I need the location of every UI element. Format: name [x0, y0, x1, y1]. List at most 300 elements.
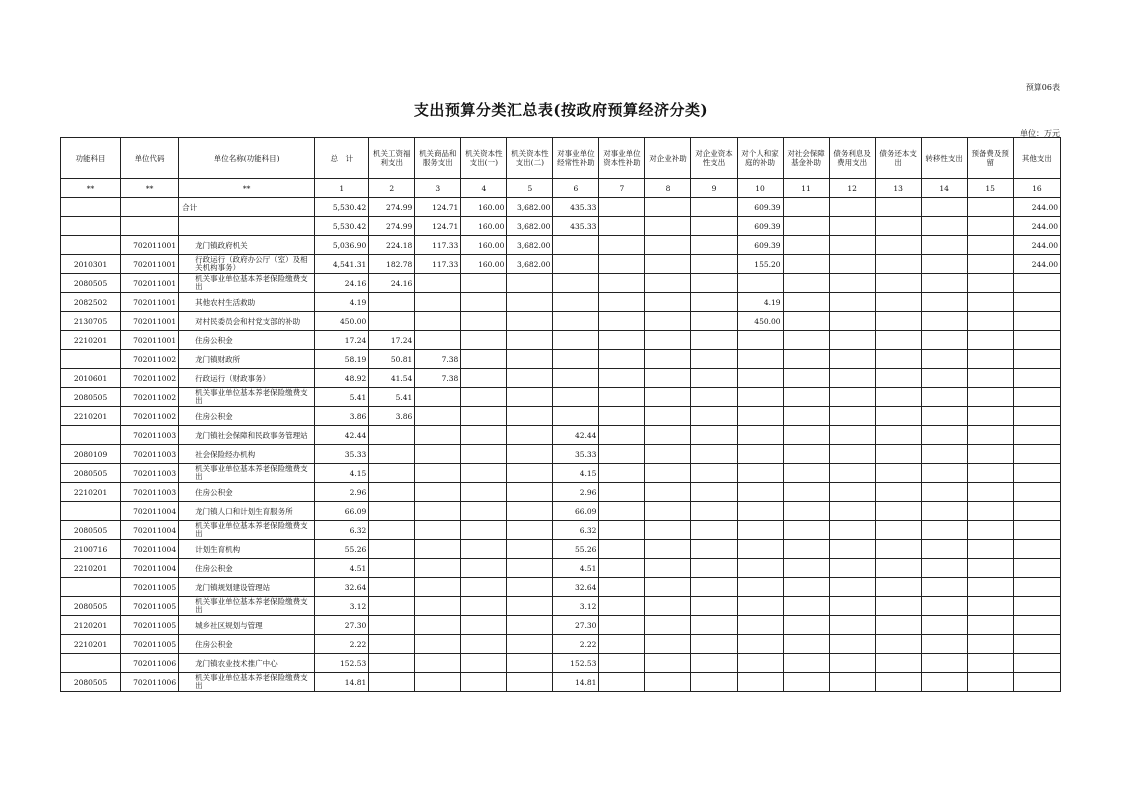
table-row [61, 426, 1061, 445]
amount-cell [691, 635, 737, 654]
unit-code-cell: 702011003 [121, 426, 179, 445]
amount-cell [461, 673, 507, 692]
amount-cell [875, 578, 921, 597]
amount-cell [921, 483, 967, 502]
column-header: 机关工资福利支出 [369, 138, 415, 179]
amount-cell [599, 388, 645, 407]
amount-cell [507, 312, 553, 331]
unit-name-cell: 住房公积金 [179, 331, 315, 350]
amount-cell [1013, 426, 1060, 445]
amount-cell: 435.33 [553, 198, 599, 217]
amount-cell [783, 521, 829, 540]
table-row [61, 616, 1061, 635]
table-row [61, 445, 1061, 464]
amount-cell [783, 217, 829, 236]
function-code-cell [61, 578, 121, 597]
table-row [61, 597, 1061, 616]
amount-cell [599, 502, 645, 521]
amount-cell [921, 464, 967, 483]
unit-code-cell: 702011002 [121, 369, 179, 388]
amount-cell [691, 198, 737, 217]
amount-cell [783, 407, 829, 426]
amount-cell [829, 331, 875, 350]
unit-code-cell: 702011004 [121, 540, 179, 559]
amount-cell: 182.78 [369, 255, 415, 274]
amount-cell [875, 654, 921, 673]
amount-cell [415, 597, 461, 616]
amount-cell [645, 293, 691, 312]
table-row [61, 198, 1061, 217]
function-code-cell [61, 426, 121, 445]
amount-cell [507, 521, 553, 540]
amount-cell [599, 255, 645, 274]
amount-cell [921, 578, 967, 597]
amount-cell [921, 350, 967, 369]
amount-cell [415, 293, 461, 312]
amount-cell [875, 597, 921, 616]
amount-cell: 4,541.31 [315, 255, 369, 274]
amount-cell: 4.15 [553, 464, 599, 483]
unit-name-cell: 机关事业单位基本养老保险缴费支出 [179, 388, 315, 407]
column-header: 债务利息及费用支出 [829, 138, 875, 179]
amount-cell [1013, 502, 1060, 521]
amount-cell [507, 407, 553, 426]
amount-cell [875, 635, 921, 654]
amount-cell [921, 236, 967, 255]
amount-cell: 117.33 [415, 236, 461, 255]
index-row [61, 179, 1061, 198]
column-header: 对企业资本性支出 [691, 138, 737, 179]
amount-cell [461, 540, 507, 559]
amount-cell [691, 445, 737, 464]
unit-code-cell: 702011001 [121, 255, 179, 274]
amount-cell [737, 578, 783, 597]
amount-cell [599, 217, 645, 236]
column-header: 对事业单位经常性补助 [553, 138, 599, 179]
amount-cell [369, 673, 415, 692]
amount-cell [507, 464, 553, 483]
amount-cell: 4.51 [315, 559, 369, 578]
amount-cell [507, 540, 553, 559]
amount-cell [369, 426, 415, 445]
amount-cell [967, 217, 1013, 236]
amount-cell [829, 426, 875, 445]
amount-cell: 3.12 [553, 597, 599, 616]
budget-table [60, 137, 1061, 692]
table-row [61, 369, 1061, 388]
amount-cell [415, 426, 461, 445]
amount-cell: 155.20 [737, 255, 783, 274]
amount-cell [461, 635, 507, 654]
amount-cell [691, 559, 737, 578]
amount-cell [691, 654, 737, 673]
column-header: 机关资本性支出(一) [461, 138, 507, 179]
column-index: ** [179, 179, 315, 198]
amount-cell: 160.00 [461, 255, 507, 274]
amount-cell: 2.22 [315, 635, 369, 654]
amount-cell [921, 616, 967, 635]
amount-cell [599, 369, 645, 388]
amount-cell [875, 255, 921, 274]
amount-cell [645, 483, 691, 502]
column-index: 14 [921, 179, 967, 198]
amount-cell: 244.00 [1013, 255, 1060, 274]
amount-cell: 14.81 [315, 673, 369, 692]
amount-cell [967, 388, 1013, 407]
amount-cell [599, 350, 645, 369]
amount-cell [967, 369, 1013, 388]
amount-cell: 14.81 [553, 673, 599, 692]
unit-code-cell: 702011004 [121, 559, 179, 578]
amount-cell [737, 388, 783, 407]
amount-cell [599, 293, 645, 312]
amount-cell [967, 350, 1013, 369]
amount-cell [369, 483, 415, 502]
amount-cell [461, 388, 507, 407]
amount-cell: 160.00 [461, 198, 507, 217]
amount-cell [783, 559, 829, 578]
amount-cell: 32.64 [553, 578, 599, 597]
unit-name-cell: 龙门镇财政所 [179, 350, 315, 369]
column-header: 机关商品和服务支出 [415, 138, 461, 179]
column-index: 6 [553, 179, 599, 198]
amount-cell [921, 293, 967, 312]
column-header: 其他支出 [1013, 138, 1060, 179]
amount-cell [415, 388, 461, 407]
amount-cell [369, 540, 415, 559]
column-index: 7 [599, 179, 645, 198]
amount-cell [415, 578, 461, 597]
amount-cell [461, 616, 507, 635]
unit-code-cell: 702011002 [121, 407, 179, 426]
amount-cell [415, 654, 461, 673]
amount-cell [737, 331, 783, 350]
amount-cell [1013, 407, 1060, 426]
amount-cell [645, 654, 691, 673]
function-code-cell: 2210201 [61, 407, 121, 426]
amount-cell [461, 312, 507, 331]
unit-code-cell: 702011001 [121, 236, 179, 255]
amount-cell [921, 502, 967, 521]
amount-cell [829, 293, 875, 312]
amount-cell [783, 635, 829, 654]
amount-cell [461, 350, 507, 369]
function-code-cell [61, 502, 121, 521]
amount-cell [829, 464, 875, 483]
amount-cell [875, 274, 921, 293]
amount-cell [783, 369, 829, 388]
amount-cell [415, 312, 461, 331]
amount-cell [737, 654, 783, 673]
amount-cell [829, 521, 875, 540]
unit-name-cell: 住房公积金 [179, 635, 315, 654]
amount-cell [967, 540, 1013, 559]
column-header: 机关资本性支出(二) [507, 138, 553, 179]
form-number: 预算06表 [1025, 83, 1060, 92]
amount-cell [507, 616, 553, 635]
column-index: 16 [1013, 179, 1060, 198]
amount-cell [691, 217, 737, 236]
amount-cell [875, 502, 921, 521]
unit-code-cell: 702011006 [121, 673, 179, 692]
amount-cell [783, 293, 829, 312]
amount-cell [921, 445, 967, 464]
function-code-cell: 2010301 [61, 255, 121, 274]
column-header: 单位名称(功能科目) [179, 138, 315, 179]
function-code-cell: 2210201 [61, 331, 121, 350]
amount-cell [507, 331, 553, 350]
amount-cell [967, 654, 1013, 673]
amount-cell [553, 388, 599, 407]
amount-cell [599, 426, 645, 445]
amount-cell: 609.39 [737, 217, 783, 236]
amount-cell [1013, 350, 1060, 369]
amount-cell [875, 540, 921, 559]
amount-cell: 7.38 [415, 350, 461, 369]
amount-cell [691, 236, 737, 255]
unit-name-cell: 对村民委员会和村党支部的补助 [179, 312, 315, 331]
column-index: 15 [967, 179, 1013, 198]
column-index: 5 [507, 179, 553, 198]
amount-cell [967, 407, 1013, 426]
amount-cell [829, 217, 875, 236]
amount-cell [645, 426, 691, 445]
unit-name-cell: 机关事业单位基本养老保险缴费支出 [179, 464, 315, 483]
unit-code-cell: 702011005 [121, 635, 179, 654]
amount-cell [783, 236, 829, 255]
amount-cell [507, 673, 553, 692]
table-row [61, 540, 1061, 559]
amount-cell [875, 312, 921, 331]
amount-cell [737, 559, 783, 578]
amount-cell [645, 616, 691, 635]
amount-cell [507, 654, 553, 673]
amount-cell [783, 350, 829, 369]
amount-cell [369, 312, 415, 331]
amount-cell: 450.00 [737, 312, 783, 331]
unit-name-cell: 机关事业单位基本养老保险缴费支出 [179, 521, 315, 540]
column-header: 预备费及预留 [967, 138, 1013, 179]
amount-cell [737, 673, 783, 692]
amount-cell [1013, 293, 1060, 312]
amount-cell [783, 654, 829, 673]
amount-cell [967, 445, 1013, 464]
function-code-cell: 2210201 [61, 635, 121, 654]
amount-cell [921, 198, 967, 217]
amount-cell [829, 635, 875, 654]
amount-cell [645, 369, 691, 388]
amount-cell [461, 483, 507, 502]
table-row [61, 217, 1061, 236]
amount-cell [967, 274, 1013, 293]
amount-cell [875, 388, 921, 407]
unit-name-cell: 住房公积金 [179, 559, 315, 578]
column-header: 转移性支出 [921, 138, 967, 179]
amount-cell: 274.99 [369, 217, 415, 236]
amount-cell [967, 198, 1013, 217]
amount-cell [783, 464, 829, 483]
amount-cell [691, 350, 737, 369]
amount-cell: 117.33 [415, 255, 461, 274]
amount-cell [1013, 388, 1060, 407]
amount-cell: 5,530.42 [315, 198, 369, 217]
unit-code-cell: 702011002 [121, 388, 179, 407]
amount-cell [829, 198, 875, 217]
amount-cell [507, 483, 553, 502]
amount-cell: 27.30 [553, 616, 599, 635]
unit-code-cell: 702011003 [121, 464, 179, 483]
amount-cell [599, 616, 645, 635]
function-code-cell: 2082502 [61, 293, 121, 312]
column-header: 对事业单位资本性补助 [599, 138, 645, 179]
function-code-cell: 2080505 [61, 274, 121, 293]
amount-cell [599, 236, 645, 255]
amount-cell [875, 369, 921, 388]
amount-cell: 2.22 [553, 635, 599, 654]
amount-cell [783, 445, 829, 464]
table-row [61, 350, 1061, 369]
amount-cell [921, 597, 967, 616]
amount-cell [737, 426, 783, 445]
unit-name-cell: 龙门镇规划建设管理站 [179, 578, 315, 597]
amount-cell [829, 502, 875, 521]
column-index: 3 [415, 179, 461, 198]
amount-cell [645, 407, 691, 426]
amount-cell [369, 654, 415, 673]
amount-cell: 6.32 [315, 521, 369, 540]
amount-cell [461, 426, 507, 445]
amount-cell [783, 255, 829, 274]
amount-cell [507, 578, 553, 597]
amount-cell [829, 597, 875, 616]
amount-cell: 42.44 [553, 426, 599, 445]
amount-cell: 4.19 [315, 293, 369, 312]
amount-cell: 58.19 [315, 350, 369, 369]
unit-code-cell: 702011001 [121, 312, 179, 331]
amount-cell [1013, 616, 1060, 635]
amount-cell [1013, 654, 1060, 673]
amount-cell [1013, 521, 1060, 540]
column-index: 11 [783, 179, 829, 198]
amount-cell [737, 540, 783, 559]
amount-cell [645, 559, 691, 578]
amount-cell [829, 407, 875, 426]
function-code-cell: 2080505 [61, 464, 121, 483]
amount-cell: 6.32 [553, 521, 599, 540]
amount-cell [645, 350, 691, 369]
amount-cell [645, 198, 691, 217]
amount-cell [461, 464, 507, 483]
amount-cell [691, 312, 737, 331]
amount-cell: 124.71 [415, 198, 461, 217]
amount-cell [461, 445, 507, 464]
amount-cell [599, 540, 645, 559]
unit-name-cell: 机关事业单位基本养老保险缴费支出 [179, 274, 315, 293]
amount-cell [921, 274, 967, 293]
amount-cell: 17.24 [315, 331, 369, 350]
amount-cell [1013, 312, 1060, 331]
amount-cell [369, 635, 415, 654]
amount-cell [875, 673, 921, 692]
amount-cell [875, 483, 921, 502]
amount-cell [921, 521, 967, 540]
amount-cell [967, 255, 1013, 274]
unit-name-cell: 城乡社区规划与管理 [179, 616, 315, 635]
amount-cell [737, 350, 783, 369]
amount-cell [875, 350, 921, 369]
amount-cell: 48.92 [315, 369, 369, 388]
amount-cell: 66.09 [315, 502, 369, 521]
amount-cell [829, 483, 875, 502]
amount-cell [875, 217, 921, 236]
amount-cell [599, 559, 645, 578]
function-code-cell: 2130705 [61, 312, 121, 331]
function-code-cell [61, 350, 121, 369]
amount-cell: 5.41 [369, 388, 415, 407]
amount-cell [645, 236, 691, 255]
amount-cell [783, 616, 829, 635]
amount-cell [921, 540, 967, 559]
unit-code-cell: 702011001 [121, 331, 179, 350]
amount-cell: 450.00 [315, 312, 369, 331]
amount-cell [829, 236, 875, 255]
amount-cell [967, 597, 1013, 616]
amount-cell [875, 464, 921, 483]
unit-code-cell: 702011001 [121, 274, 179, 293]
amount-cell [645, 635, 691, 654]
amount-cell: 152.53 [315, 654, 369, 673]
amount-cell: 66.09 [553, 502, 599, 521]
unit-code-cell: 702011006 [121, 654, 179, 673]
function-code-cell: 2210201 [61, 483, 121, 502]
column-header: 债务还本支出 [875, 138, 921, 179]
function-code-cell [61, 217, 121, 236]
column-index: 13 [875, 179, 921, 198]
amount-cell [921, 559, 967, 578]
amount-cell [1013, 331, 1060, 350]
header-row [61, 138, 1061, 179]
amount-cell [645, 255, 691, 274]
unit-code-cell: 702011004 [121, 502, 179, 521]
column-index: 9 [691, 179, 737, 198]
function-code-cell: 2210201 [61, 559, 121, 578]
amount-cell: 3.86 [369, 407, 415, 426]
amount-cell [369, 502, 415, 521]
amount-cell: 2.96 [315, 483, 369, 502]
function-code-cell: 2080109 [61, 445, 121, 464]
amount-cell [461, 578, 507, 597]
amount-cell [645, 274, 691, 293]
amount-cell [599, 407, 645, 426]
amount-cell [415, 483, 461, 502]
amount-cell [829, 654, 875, 673]
column-header: 对个人和家庭的补助 [737, 138, 783, 179]
amount-cell [921, 407, 967, 426]
amount-cell [829, 388, 875, 407]
amount-cell [369, 597, 415, 616]
amount-cell: 3.86 [315, 407, 369, 426]
amount-cell [829, 673, 875, 692]
amount-cell [415, 445, 461, 464]
column-header: 功能科目 [61, 138, 121, 179]
amount-cell [967, 616, 1013, 635]
amount-cell [921, 635, 967, 654]
table-row [61, 483, 1061, 502]
amount-cell [553, 331, 599, 350]
amount-cell [691, 388, 737, 407]
unit-code-cell [121, 217, 179, 236]
unit-name-cell: 社会保险经办机构 [179, 445, 315, 464]
